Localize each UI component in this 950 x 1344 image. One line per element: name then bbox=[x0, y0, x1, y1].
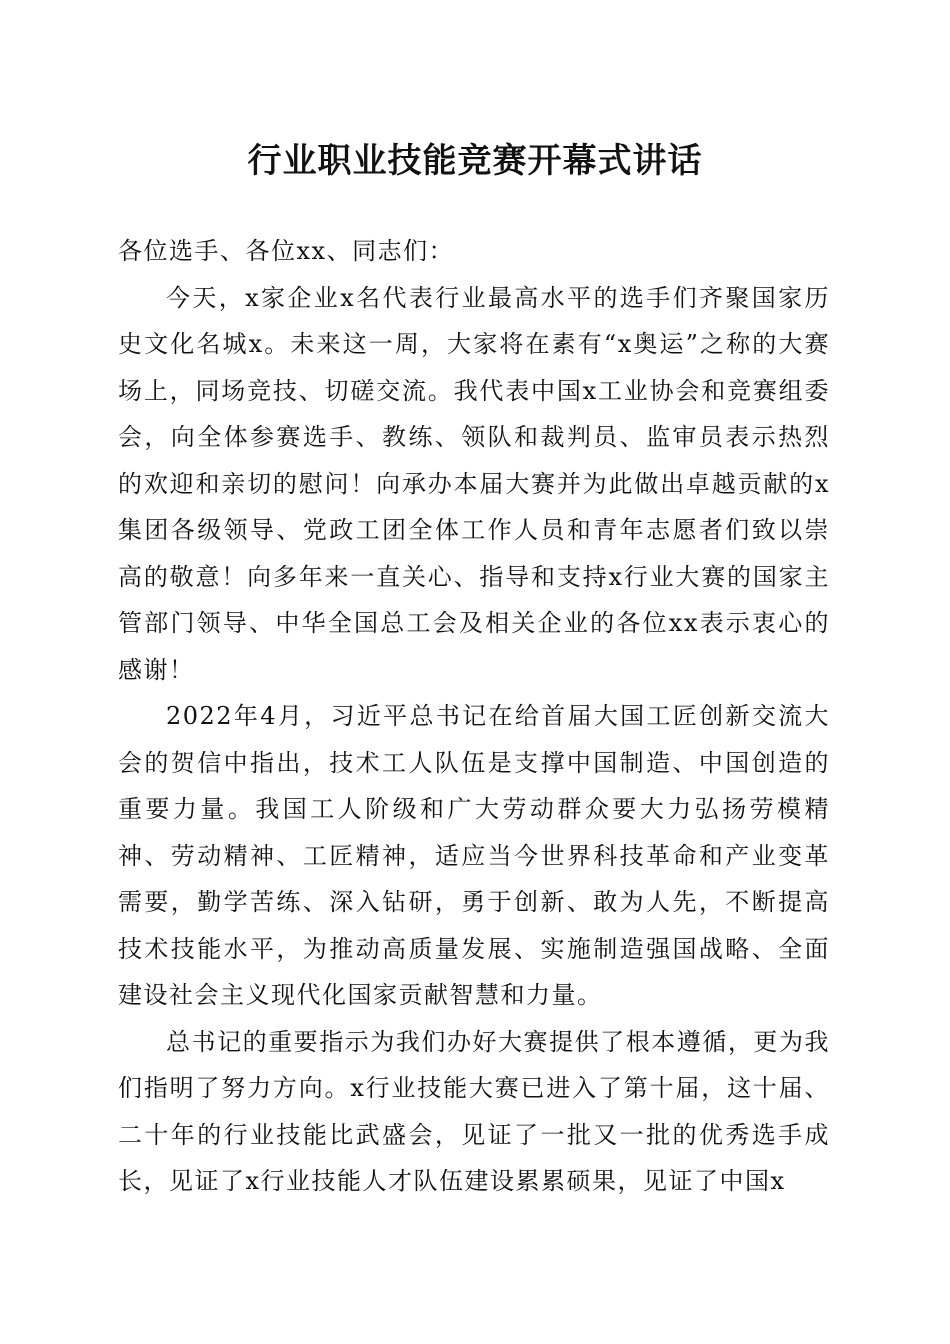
paragraph-significance: 总书记的重要指示为我们办好大赛提供了根本遵循，更为我们指明了努力方向。x行业技能大赛已进入了第十届，这十届、二十年的行业技能比武盛会，见证了一批又一批的优秀选手成长，见证了x行业技能人才队伍建设累累硕果，见证了中国x bbox=[118, 1027, 830, 1195]
paragraph-instruction: 2022年4月，习近平总书记在给首届大国工匠创新交流大会的贺信中指出，技术工人队伍是支撑中国制造、中国创造的重要力量。我国工人阶级和广大劳动群众要大力弘扬劳模精神、劳动精神、工匠精神，适应当今世界科技革命和产业变革需要，勤学苦练、深入钻研，勇于创新、敢为人先，不断提高技术技能水平，为推动高质量发展、实施制造强国战略、全面建设社会主义现代化国家贡献智慧和力量。 bbox=[118, 702, 830, 1009]
document-title: 行业职业技能竞赛开幕式讲话 bbox=[247, 141, 703, 181]
salutation: 各位选手、各位xx、同志们： bbox=[118, 237, 455, 265]
document-body bbox=[118, 228, 830, 1205]
paragraph-welcome: 今天，x家企业x名代表行业最高水平的选手们齐聚国家历史文化名城x。未来这一周，大家将在素有“x奥运”之称的大赛场上，同场竞技、切磋交流。我代表中国x工业协会和竞赛组委会，向全体参赛选手、教练、领队和裁判员、监审员表示热烈的欢迎和亲切的慰问！向承办本届大赛并为此做出卓越贡献的x集团各级领导、党政工团全体工作人员和青年志愿者们致以崇高的敬意！向多年来一直关心、指导和支持x行业大赛的国家主管部门领导、中华全国总工会及相关企业的各位xx表示衷心的感谢！ bbox=[118, 283, 830, 684]
